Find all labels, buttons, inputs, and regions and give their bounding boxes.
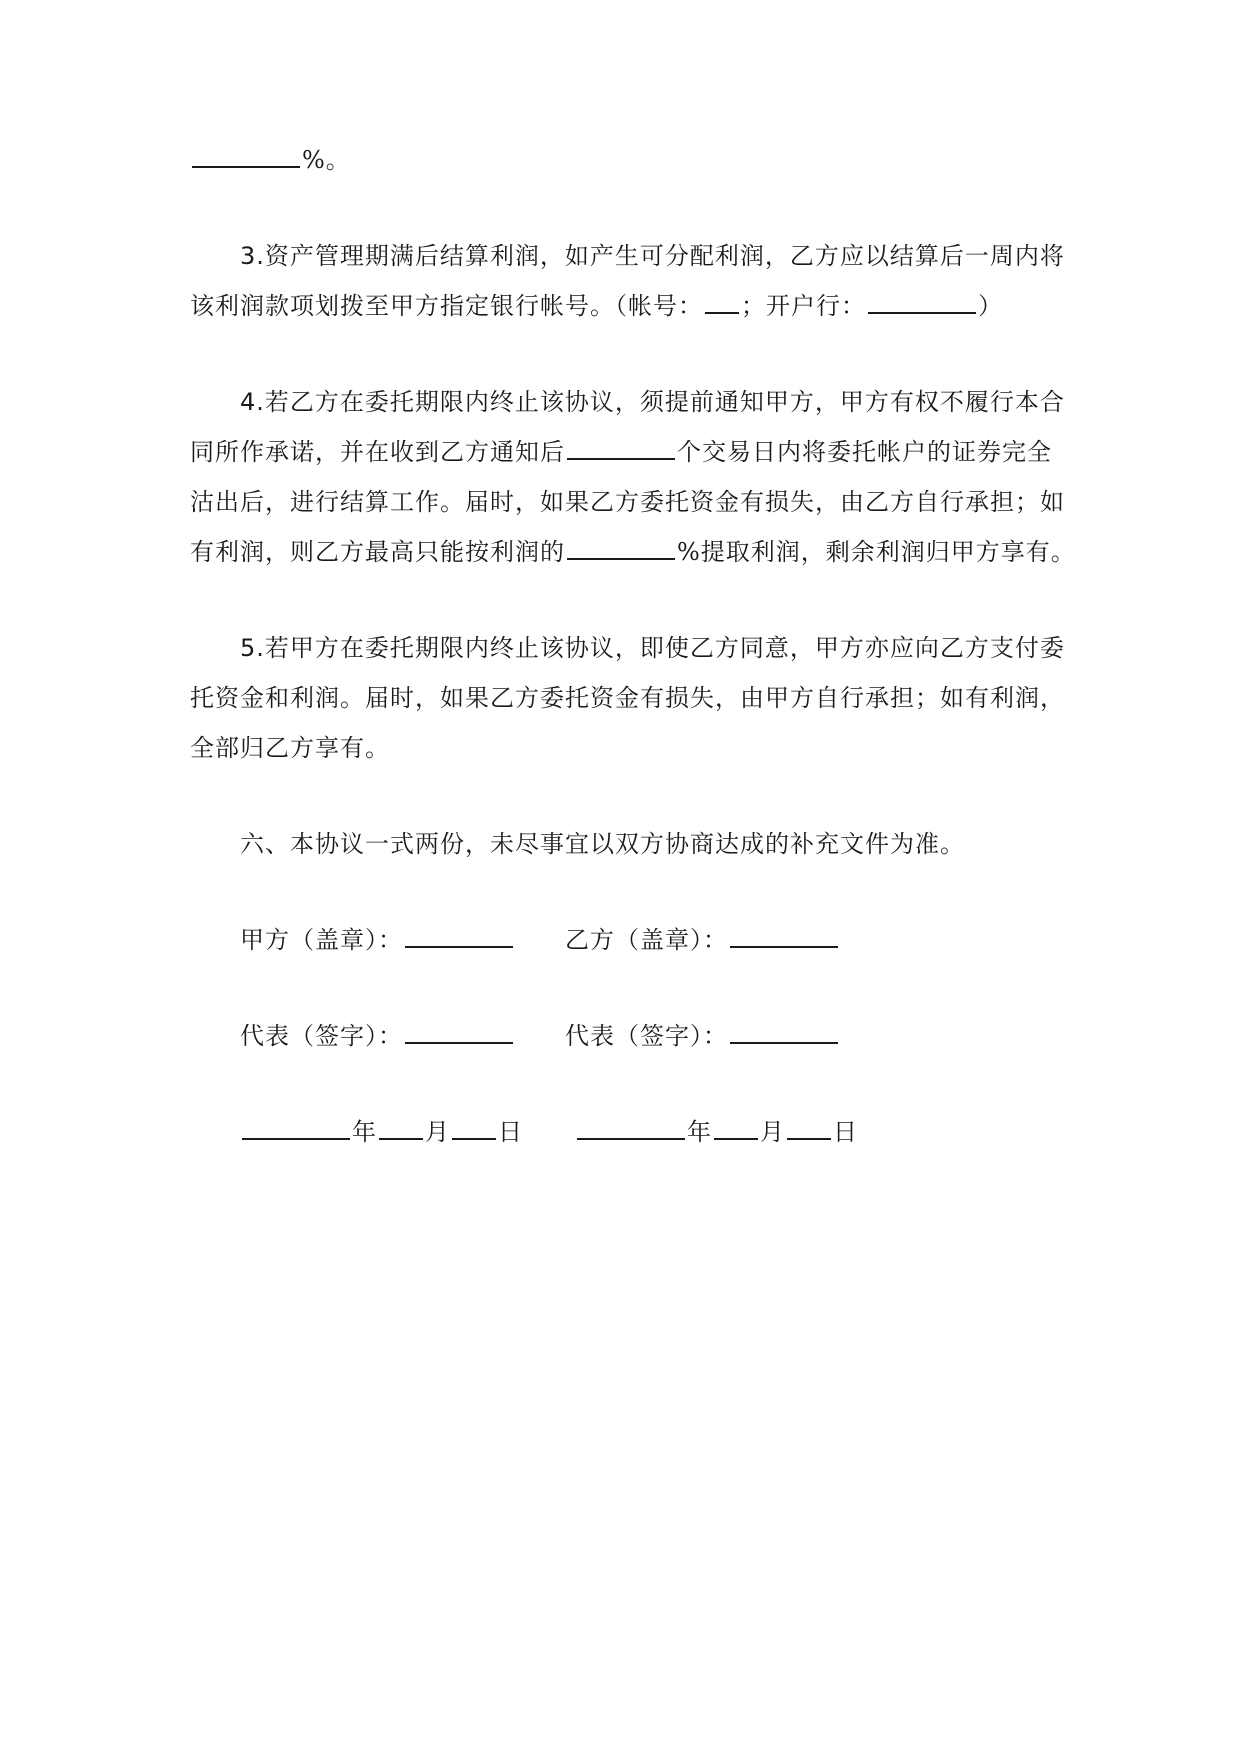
percent-continuation-line	[190, 144, 351, 176]
clause-3-text-1: 资产管理期满后结算利润，如产生可分配利润，乙方应以结算后一周内将	[264, 242, 1065, 270]
clause-4-line-1	[240, 386, 1065, 418]
date-line-a	[240, 1116, 523, 1148]
clause-3-text-2c: ）	[978, 292, 1003, 320]
party-a-seal-label: 甲方（盖章）：	[240, 926, 403, 954]
date-line-b	[575, 1116, 858, 1148]
clause-3-text-2a: 该利润款项划拨至甲方指定银行帐号。（帐号：	[190, 292, 703, 320]
sign-line-b	[565, 1020, 840, 1052]
day-label-a: 日	[498, 1118, 523, 1146]
percent-tail: %。	[302, 146, 351, 174]
seal-line-b	[565, 924, 840, 956]
year-blank-a	[242, 1116, 350, 1140]
trading-days-blank	[567, 436, 675, 460]
clause-4-number: 4.	[240, 388, 265, 416]
clause-5-text-2: 托资金和利润。届时，如果乙方委托资金有损失，由甲方自行承担；如有利润，	[190, 684, 1065, 712]
year-label-a: 年	[352, 1118, 377, 1146]
clause-4-text-1: 若乙方在委托期限内终止该协议，须提前通知甲方，甲方有权不履行本合	[264, 388, 1065, 416]
year-label-b: 年	[687, 1118, 712, 1146]
clause-4-text-2a: 同所作承诺，并在收到乙方通知后	[190, 438, 565, 466]
clause-3-line-1	[240, 240, 1065, 272]
clause-5-line-1	[240, 632, 1065, 664]
account-number-blank	[705, 290, 739, 314]
clause-3-text-2b: ；开户行：	[741, 292, 866, 320]
profit-percent-blank	[567, 536, 675, 560]
clause-4-text-4a: 有利润，则乙方最高只能按利润的	[190, 538, 565, 566]
month-blank-a	[379, 1116, 423, 1140]
year-blank-b	[577, 1116, 685, 1140]
rep-b-sign-label: 代表（签字）：	[565, 1022, 728, 1050]
clause-4-text-3: 沽出后，进行结算工作。届时，如果乙方委托资金有损失，由乙方自行承担；如	[190, 488, 1065, 516]
clause-4-line-3	[190, 486, 1065, 518]
blank-field	[192, 144, 300, 168]
party-b-seal-label: 乙方（盖章）：	[565, 926, 728, 954]
month-label-a: 月	[425, 1118, 450, 1146]
day-blank-a	[452, 1116, 496, 1140]
sign-line	[240, 1020, 515, 1052]
clause-5-text-3: 全部归乙方享有。	[190, 734, 390, 762]
day-label-b: 日	[833, 1118, 858, 1146]
rep-b-sign-blank	[730, 1020, 838, 1044]
clause-4-line-4	[190, 536, 1076, 568]
section-6	[240, 828, 965, 860]
clause-3-line-2	[190, 290, 1003, 322]
clause-3-number: 3.	[240, 242, 265, 270]
section-6-text: 六、本协议一式两份，未尽事宜以双方协商达成的补充文件为准。	[240, 830, 965, 858]
clause-5-line-2	[190, 682, 1065, 714]
clause-5-line-3	[190, 732, 390, 764]
seal-line	[240, 924, 515, 956]
clause-5-number: 5.	[240, 634, 265, 662]
month-label-b: 月	[760, 1118, 785, 1146]
clause-5-text-1: 若甲方在委托期限内终止该协议，即使乙方同意，甲方亦应向乙方支付委	[264, 634, 1065, 662]
month-blank-b	[714, 1116, 758, 1140]
clause-4-line-2	[190, 436, 1052, 468]
clause-4-text-2b: 个交易日内将委托帐户的证券完全	[677, 438, 1052, 466]
rep-a-sign-blank	[405, 1020, 513, 1044]
party-b-seal-blank	[730, 924, 838, 948]
clause-4-text-4b: %提取利润，剩余利润归甲方享有。	[677, 538, 1076, 566]
bank-name-blank	[868, 290, 976, 314]
day-blank-b	[787, 1116, 831, 1140]
rep-a-sign-label: 代表（签字）：	[240, 1022, 403, 1050]
party-a-seal-blank	[405, 924, 513, 948]
